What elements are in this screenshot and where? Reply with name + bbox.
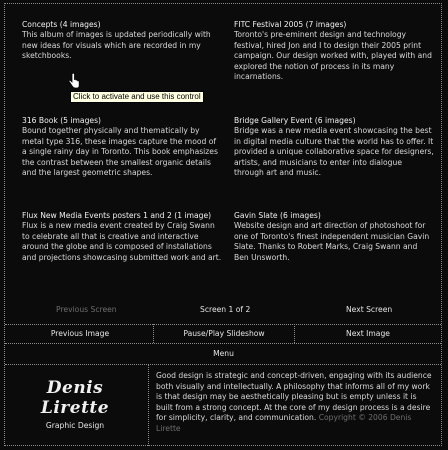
divider bbox=[148, 364, 149, 446]
album-316-book[interactable] bbox=[22, 116, 222, 178]
album-title[interactable]: Bridge Gallery Event (6 images) bbox=[234, 116, 356, 125]
next-image-button[interactable]: Next Image bbox=[346, 329, 390, 338]
logo bbox=[10, 378, 140, 430]
logo-name: Denis Lirette bbox=[40, 378, 110, 418]
album-title[interactable]: Concepts (4 images) bbox=[22, 20, 101, 29]
previous-screen-button[interactable]: Previous Screen bbox=[56, 305, 117, 314]
album-description: Toronto's pre-eminent design and technology festival, hired Jon and I to design their 2005 print campaign. Our design worked with, played with and explored the notion of process in its many incarnations. bbox=[234, 30, 432, 82]
screen-navigation bbox=[0, 300, 448, 320]
copyright: Copyright © 2006 Denis Lirette bbox=[156, 413, 412, 433]
divider bbox=[5, 364, 441, 365]
album-flux[interactable] bbox=[22, 211, 222, 263]
divider bbox=[5, 324, 441, 325]
control-tooltip: Click to activate and use this control bbox=[70, 91, 204, 103]
logo-subtitle: Graphic Design bbox=[45, 421, 105, 430]
divider bbox=[5, 343, 441, 344]
album-title[interactable]: Flux New Media Events posters 1 and 2 (1 image) bbox=[22, 211, 212, 220]
album-description: Bridge was a new media event showcasing the best in digital media culture that the world has to offer. It provided a unique collaborative space for designers, artists, and musicians to enter into dialogue through art and music. bbox=[234, 126, 434, 178]
album-title[interactable]: FITC Festival 2005 (7 images) bbox=[234, 20, 347, 29]
album-fitc[interactable] bbox=[234, 20, 434, 82]
slideshow-toggle-button[interactable]: Pause/Play Slideshow bbox=[183, 329, 265, 338]
screen-counter: Screen 1 of 2 bbox=[200, 305, 251, 314]
hand-cursor-icon bbox=[68, 73, 80, 89]
album-concepts[interactable] bbox=[22, 20, 222, 62]
album-description: Website design and art direction of photoshoot for one of Toronto's finest independent musician Gavin Slate. Thanks to Robert Marks, Craig Swann and Ben Unsworth. bbox=[234, 221, 430, 262]
album-gavin-slate[interactable] bbox=[234, 211, 434, 263]
album-description: This album of images is updated periodically with new ideas for visuals which are recorded in my sketchbooks. bbox=[22, 30, 211, 61]
album-title[interactable]: Gavin Slate (6 images) bbox=[234, 211, 321, 220]
design-philosophy bbox=[156, 371, 434, 435]
album-bridge-gallery[interactable] bbox=[234, 116, 434, 178]
next-screen-button[interactable]: Next Screen bbox=[346, 305, 393, 314]
menu-button[interactable]: Menu bbox=[213, 349, 234, 358]
bio-text: Good design is strategic and concept-driven, engaging with its audience both visually and intellectually. A philosophy that informs all of my work is that design may be aesthetically pleasing but is empty unless it is built from a strong concept. At the core of my design process is a desire for simplicity, clarity, and communication. bbox=[156, 371, 432, 423]
album-title[interactable]: 316 Book (5 images) bbox=[22, 116, 102, 125]
previous-image-button[interactable]: Previous Image bbox=[50, 329, 110, 338]
album-description: Flux is a new media event created by Craig Swann to celebrate all that is creative and interactive around the globe and is composed of installations and projections showcasing submitted work and art. bbox=[22, 221, 222, 262]
album-description: Bound together physically and thematically by metal type 316, these images capture the mood of a single rainy day in Toronto. This book emphasizes the contrast between the smallest organic details and the largest geometric shapes. bbox=[22, 126, 218, 178]
